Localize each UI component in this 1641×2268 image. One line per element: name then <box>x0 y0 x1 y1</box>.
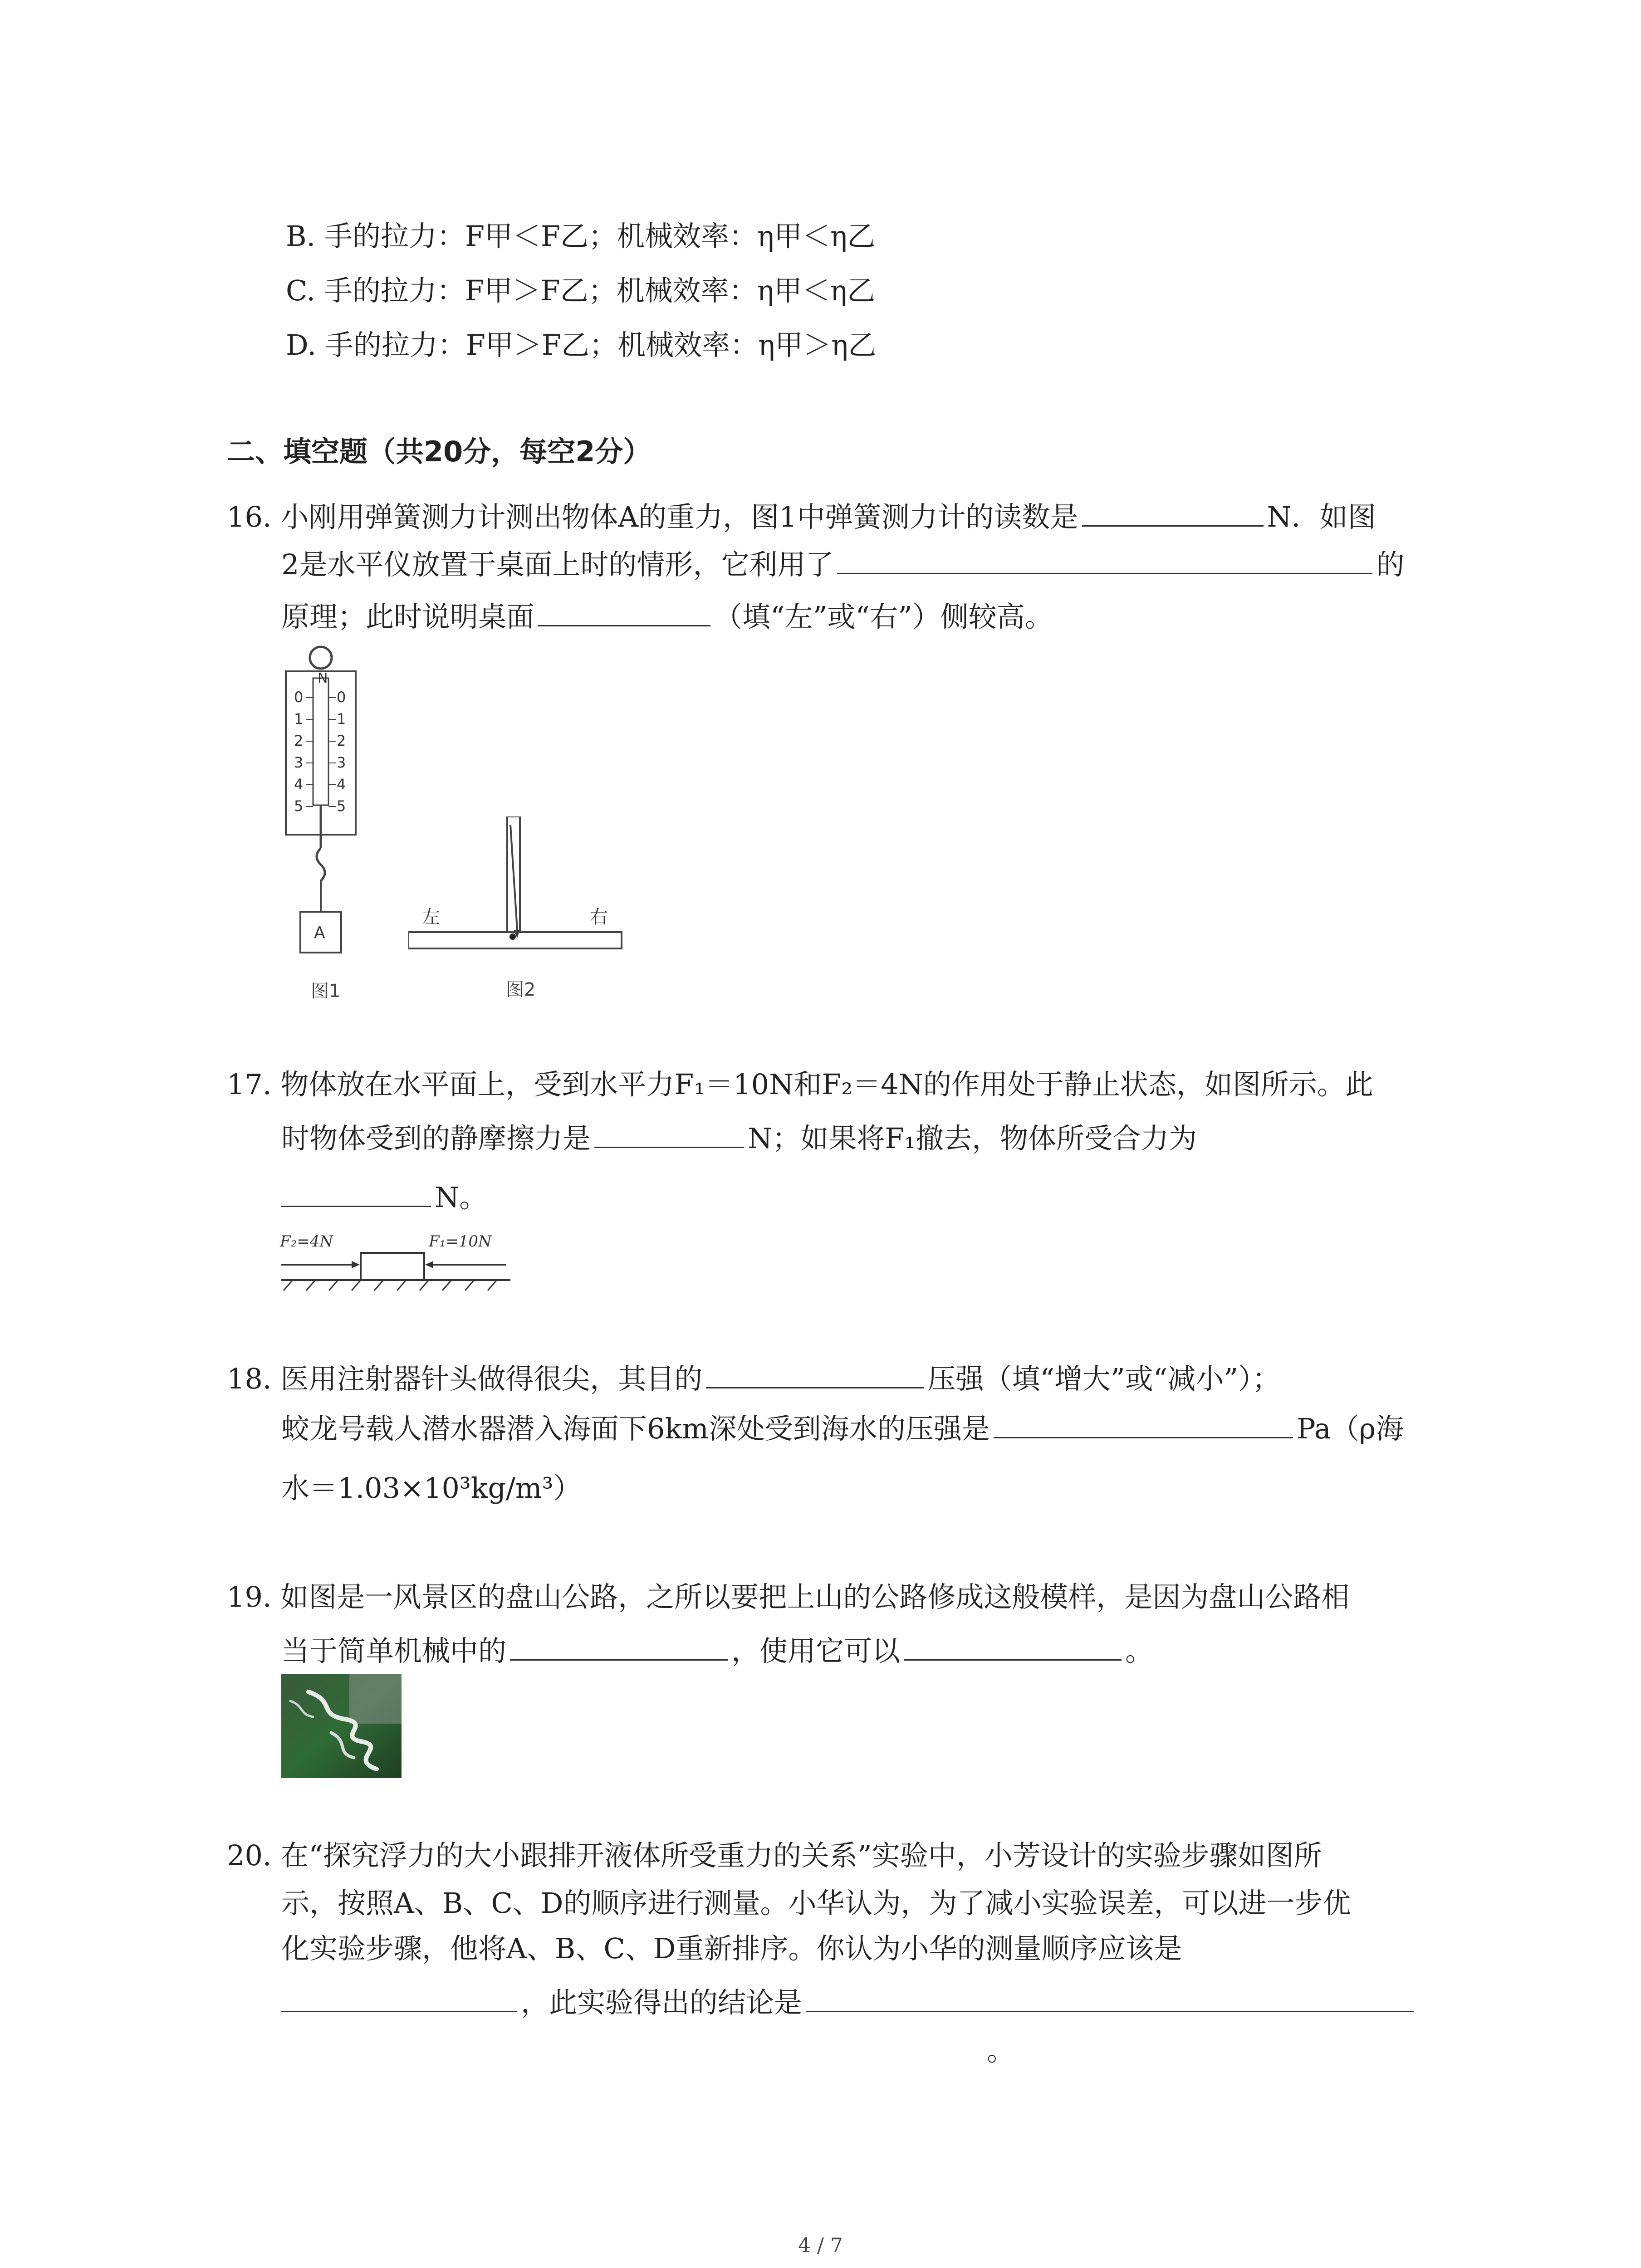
q20-line2: 示，按照A、B、C、D的顺序进行测量。小华认为，为了减小实验误差，可以进一步优 <box>281 1887 1351 1920</box>
q16-line3 <box>281 599 1053 631</box>
q17-text-2a: 时物体受到的静摩擦力是 <box>281 1122 591 1155</box>
q18-blank-2[interactable] <box>994 1411 1293 1438</box>
scale-unit: N <box>318 670 328 686</box>
q19-text-2a: 当于简单机械中的 <box>281 1634 507 1667</box>
scale-ticks-right <box>337 689 346 815</box>
f2-arrow-head-icon <box>352 1261 360 1268</box>
option-b: B. 手的拉力：F甲＜F乙；机械效率：η甲＜η乙 <box>286 220 876 253</box>
f1-arrow-head-icon <box>425 1261 433 1268</box>
option-d: D. 手的拉力：F甲＞F乙；机械效率：η甲＞η乙 <box>286 328 877 362</box>
left-label: 左 <box>422 907 440 928</box>
tick-left-5: 5 <box>294 797 304 815</box>
q17-blank-2[interactable] <box>281 1179 431 1207</box>
q16-text-2b: 的 <box>1376 548 1405 581</box>
figure-2-label: 图2 <box>506 979 536 1000</box>
q17-blank-1[interactable] <box>594 1120 744 1148</box>
scale-ticks-left <box>294 689 303 815</box>
block-a-label: A <box>314 924 325 942</box>
q17-block <box>361 1253 424 1280</box>
ground-hatch <box>284 1280 497 1290</box>
q16-text-2a: 2是水平仪放置于桌面上时的情形，它利用了 <box>281 548 834 581</box>
q19-text-2c: 。 <box>1125 1634 1154 1667</box>
mountain-road-photo <box>281 1674 402 1778</box>
q18-text-2a: 蛟龙号载人潜水器潜入海面下6km深处受到海水的压强是 <box>281 1412 990 1445</box>
page-number: 4 / 7 <box>798 2234 843 2257</box>
f2-label: F₂=4N <box>280 1232 333 1251</box>
q19-line1: 19. 如图是一风景区的盘山公路，之所以要把上山的公路修成这般模样，是因为盘山公路相 <box>227 1580 1350 1613</box>
tick-right-3: 3 <box>337 754 346 771</box>
q20-end-mark: 。 <box>987 2034 1015 2067</box>
q17-line1: 17. 物体放在水平面上，受到水平力F₁＝10N和F₂＝4N的作用处于静止状态，如图所示。此 <box>227 1068 1373 1101</box>
option-c: C. 手的拉力：F甲＞F乙；机械效率：η甲＜η乙 <box>286 274 875 307</box>
q16-blank-3[interactable] <box>538 599 710 626</box>
scale-hook-icon <box>317 848 325 881</box>
tick-left-3: 3 <box>294 754 304 771</box>
right-label: 右 <box>590 907 608 928</box>
q18-text-1b: 压强（填“增大”或“减小”）； <box>927 1362 1281 1395</box>
q17-line3 <box>281 1179 487 1212</box>
q18-text-1a: 18. 医用注射器针头做得很尖，其目的 <box>227 1362 703 1395</box>
q16-text-1a: 16. 小刚用弹簧测力计测出物体A的重力，图1中弹簧测力计的读数是 <box>227 500 1078 533</box>
q16-line1 <box>227 499 1376 531</box>
tick-right-0: 0 <box>337 689 346 706</box>
q20-text-4: ，此实验得出的结论是 <box>521 1986 803 2019</box>
figure-2-level <box>408 816 626 1007</box>
figure-1-label: 图1 <box>311 981 341 1002</box>
q18-line3: 水＝1.03×10³kg/m³） <box>281 1471 582 1505</box>
q16-text-1b: N．如图 <box>1267 500 1376 533</box>
q16-blank-2[interactable] <box>837 547 1372 574</box>
tick-left-0: 0 <box>294 689 304 706</box>
q20-blank-2[interactable] <box>806 1984 1414 2012</box>
scale-ring-icon <box>310 647 332 669</box>
q20-line1: 20. 在“探究浮力的大小跟排开液体所受重力的关系”实验中，小芳设计的实验步骤如图所 <box>227 1839 1322 1872</box>
tick-right-1: 1 <box>337 710 346 728</box>
q19-line2 <box>281 1633 1153 1665</box>
tick-right-5: 5 <box>337 797 346 815</box>
figure-q17-forces <box>279 1229 515 1293</box>
q19-blank-2[interactable] <box>904 1633 1122 1661</box>
section-title: 二、填空题（共20分，每空2分） <box>227 435 652 468</box>
scale-tube <box>313 678 328 805</box>
q16-blank-1[interactable] <box>1082 499 1264 527</box>
tick-right-2: 2 <box>337 732 346 749</box>
q18-line1 <box>227 1361 1280 1393</box>
q16-text-3a: 原理；此时说明桌面 <box>281 600 535 633</box>
q17-text-3: N。 <box>435 1181 488 1214</box>
q18-text-2b: Pa（ρ海 <box>1296 1412 1404 1445</box>
q19-text-2b: ，使用它可以 <box>731 1634 901 1667</box>
pivot-dot-icon <box>509 934 516 940</box>
q20-blank-1[interactable] <box>281 1984 517 2012</box>
q20-line4 <box>281 1984 1417 2017</box>
q16-line2 <box>281 547 1404 579</box>
tick-left-2: 2 <box>294 732 304 749</box>
q20-line3: 化实验步骤，他将A、B、C、D重新排序。你认为小华的测量顺序应该是 <box>281 1932 1182 1965</box>
q18-line2 <box>281 1411 1404 1443</box>
q17-line2 <box>281 1120 1197 1153</box>
q18-blank-1[interactable] <box>706 1361 924 1388</box>
figure-1-spring-scale <box>272 644 390 1007</box>
f1-label: F₁=10N <box>429 1232 492 1251</box>
q17-text-2b: N；如果将F₁撤去，物体所受合力为 <box>748 1122 1197 1155</box>
q16-text-3b: （填“左”或“右”）侧较高。 <box>714 600 1053 633</box>
level-plumb-line <box>510 825 517 930</box>
tick-left-1: 1 <box>294 710 304 728</box>
tick-left-4: 4 <box>294 776 304 793</box>
q19-blank-1[interactable] <box>510 1633 728 1661</box>
tick-right-4: 4 <box>337 776 346 793</box>
